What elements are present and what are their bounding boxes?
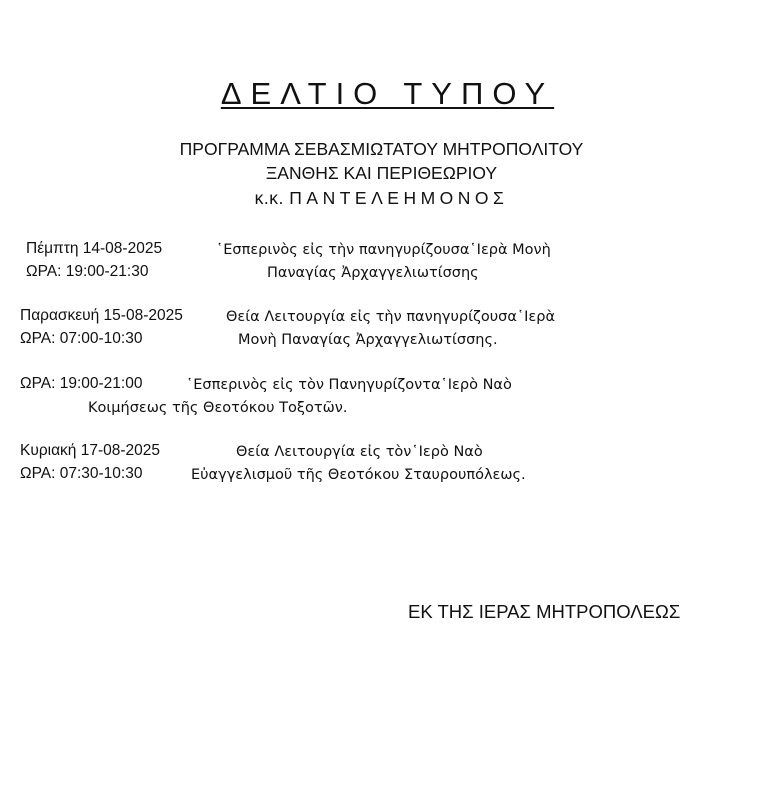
schedule-description-line-2: Μονὴ Παναγίας Ἀρχαγγελιωτίσσης.	[238, 332, 498, 348]
document-title	[0, 76, 763, 112]
document-title-text: ΔΕΛΤΙΟ ΤΥΠΟΥ	[220, 76, 555, 111]
heading-honorific: κ.κ.	[254, 188, 284, 208]
schedule-time: ΩΡΑ: 19:00-21:00	[20, 375, 143, 392]
heading-line-2: ΞΑΝΘΗΣ ΚΑΙ ΠΕΡΙΘΕΩΡΙΟΥ	[265, 163, 498, 183]
schedule-date: Κυριακή 17-08-2025	[20, 442, 160, 459]
heading-name: ΠΑΝΤΕΛΕΗΜΟΝΟΣ	[289, 188, 509, 208]
schedule-time: ΩΡΑ: 07:00-10:30	[20, 330, 143, 347]
schedule-description-line-2: Κοιμήσεως τῆς Θεοτόκου Τοξοτῶν.	[88, 400, 348, 416]
schedule-date: Πέμπτη 14-08-2025	[26, 240, 163, 257]
heading-line-1: ΠΡΟΓΡΑΜΜΑ ΣΕΒΑΣΜΙΩΤΑΤΟΥ ΜΗΤΡΟΠΟΛΙΤΟΥ	[179, 139, 584, 159]
schedule-time: ΩΡΑ: 19:00-21:30	[26, 263, 149, 280]
schedule-description-line-1: ῾Εσπερινὸς εἰς τὸν Πανηγυρίζοντα῾Ιερὸ Ναὸ	[186, 377, 512, 393]
schedule-description-line-1: ῾Εσπερινὸς εἰς τὴν πανηγυρίζουσα῾Ιερὰ Μονὴ	[216, 242, 551, 258]
schedule-description-line-2: Εὐαγγελισμοῦ τῆς Θεοτόκου Σταυρουπόλεως.	[191, 467, 526, 483]
schedule-description-line-1: Θεία Λειτουργία εἰς τὸν῾Ιερὸ Ναὸ	[236, 444, 483, 460]
schedule-date: Παρασκευή 15-08-2025	[20, 307, 183, 324]
heading-line-3	[0, 187, 763, 209]
schedule-description-line-2: Παναγίας Ἀρχαγγελιωτίσσης	[267, 265, 479, 281]
schedule-time: ΩΡΑ: 07:30-10:30	[20, 465, 143, 482]
footer-signature: ΕΚ ΤΗΣ ΙΕΡΑΣ ΜΗΤΡΟΠΟΛΕΩΣ	[408, 601, 681, 622]
schedule-description-line-1: Θεία Λειτουργία εἰς τὴν πανηγυρίζουσα῾Ιερὰ	[226, 309, 556, 325]
